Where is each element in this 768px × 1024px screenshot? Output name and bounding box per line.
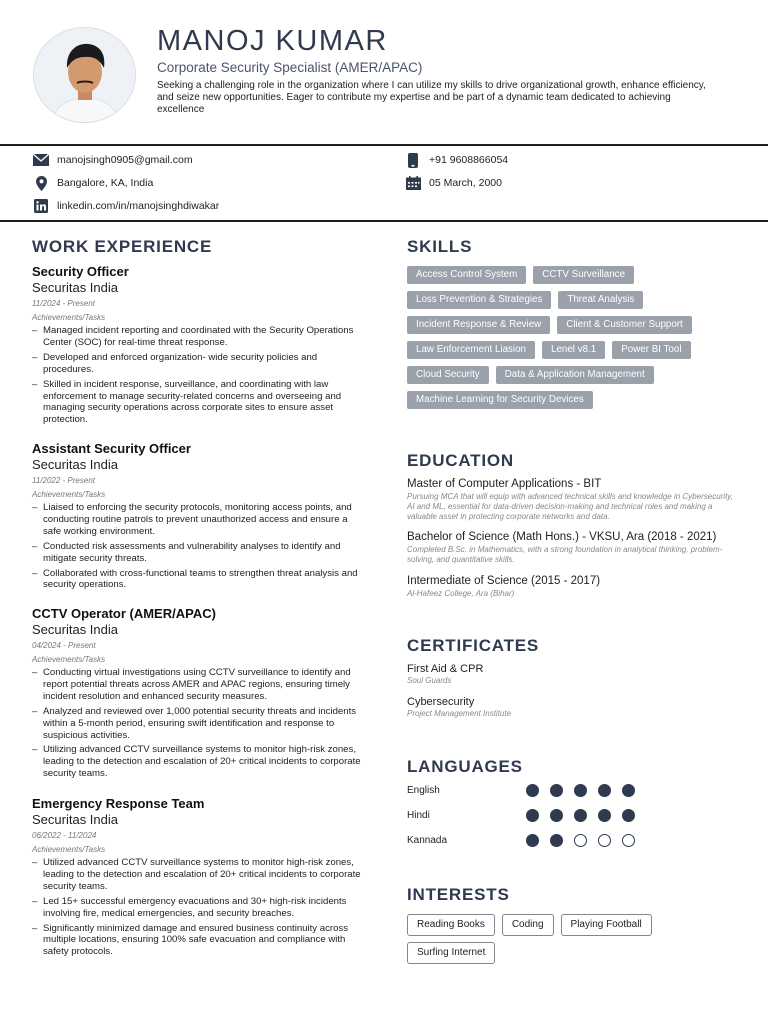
candidate-name: MANOJ KUMAR <box>157 25 388 57</box>
proficiency-dots <box>526 809 646 822</box>
filled-dot-icon <box>526 784 539 797</box>
certificate-title: Cybersecurity <box>407 696 475 708</box>
interest-tag: Surfing Internet <box>407 942 495 964</box>
language-row <box>407 834 647 848</box>
job-company: Securitas India <box>32 812 118 827</box>
calendar-icon <box>405 175 421 191</box>
linkedin-text: linkedin.com/in/manojsinghdiwakar <box>57 200 220 212</box>
work-experience-heading: WORK EXPERIENCE <box>32 237 213 256</box>
degree-description: Al-Hafeez College, Ara (Bihar) <box>407 589 515 598</box>
language-row <box>407 809 647 823</box>
location-text: Bangalore, KA, India <box>57 177 154 189</box>
education-entry <box>407 574 742 599</box>
certificate-entry <box>407 695 511 719</box>
skill-tag: Law Enforcement Liasion <box>407 341 535 359</box>
filled-dot-icon <box>598 809 611 822</box>
empty-dot-icon <box>598 834 611 847</box>
job-bullet: – Led 15+ successful emergency evacuations and 30+ high-risk incidents involving fire, medical emergencies, and security breaches. <box>32 896 362 920</box>
filled-dot-icon <box>622 809 635 822</box>
candidate-role: Corporate Security Specialist (AMER/APAC) <box>157 60 423 75</box>
language-name: Kannada <box>407 835 448 846</box>
contact-email[interactable] <box>33 152 193 168</box>
skill-tag: Data & Application Management <box>496 366 654 384</box>
filled-dot-icon <box>574 784 587 797</box>
resume-header <box>0 0 768 145</box>
interest-tag: Playing Football <box>561 914 652 936</box>
education-heading: EDUCATION <box>407 451 514 470</box>
filled-dot-icon <box>550 834 563 847</box>
certificate-entry <box>407 662 483 686</box>
empty-dot-icon <box>622 834 635 847</box>
empty-dot-icon <box>574 834 587 847</box>
skills-heading: SKILLS <box>407 237 473 256</box>
job-subheading: Achievements/Tasks <box>32 845 106 854</box>
job-entry <box>32 606 362 783</box>
skill-tag: CCTV Surveillance <box>533 266 634 284</box>
job-title: CCTV Operator (AMER/APAC) <box>32 606 216 621</box>
interest-tag: Coding <box>502 914 554 936</box>
job-date: 11/2022 - Present <box>32 476 96 485</box>
certificates-heading: CERTIFICATES <box>407 636 540 655</box>
degree-title: Bachelor of Science (Math Hons.) - VKSU, Ara (2018 - 2021) <box>407 531 717 543</box>
job-subheading: Achievements/Tasks <box>32 313 106 322</box>
job-bullet: – Conducted risk assessments and vulnerability analyses to identify and mitigate security threats. <box>32 541 362 565</box>
interests-heading: INTERESTS <box>407 885 510 904</box>
job-bullets <box>32 502 362 591</box>
proficiency-dots <box>526 784 646 797</box>
job-title: Security Officer <box>32 264 129 279</box>
phone-text: +91 9608866054 <box>429 154 509 166</box>
proficiency-dots <box>526 834 646 847</box>
phone-icon <box>405 152 421 168</box>
filled-dot-icon <box>550 784 563 797</box>
contact-divider <box>0 220 768 222</box>
job-bullets <box>32 325 362 426</box>
job-bullet: – Managed incident reporting and coordinated with the Security Operations Center (SOC) for real-time threat response. <box>32 325 362 349</box>
profile-photo <box>33 27 136 123</box>
skill-tag: Lenel v8.1 <box>542 341 605 359</box>
skill-tag: Access Control System <box>407 266 526 284</box>
job-date: 04/2024 - Present <box>32 641 96 650</box>
linkedin-icon <box>33 198 49 214</box>
interests-list <box>407 914 727 964</box>
interest-tag: Reading Books <box>407 914 495 936</box>
languages-heading: LANGUAGES <box>407 757 523 776</box>
filled-dot-icon <box>526 809 539 822</box>
filled-dot-icon <box>598 784 611 797</box>
job-bullet: – Conducting virtual investigations using CCTV surveillance to identify and report potential threats across AMER and APAC regions, ensuring timely incident resolution and enhanced security measures. <box>32 667 362 703</box>
skill-tag: Loss Prevention & Strategies <box>407 291 551 309</box>
certificate-title: First Aid & CPR <box>407 663 484 675</box>
skills-list <box>407 266 737 409</box>
summary-text: Seeking a challenging role in the organization where I can utilize my skills to drive organizational growth, enhance efficiency, and seize new opportunities. Eager to contribute my expertise and be part of a dynamic team dedicated to achieving excellence <box>157 80 706 115</box>
job-bullet: – Skilled in incident response, surveillance, and coordinating with law enforcement to manage security-related concerns and overseeing and managing security operations across corporate sites to ensure asset protection. <box>32 379 362 427</box>
skill-tag: Threat Analysis <box>558 291 643 309</box>
job-subheading: Achievements/Tasks <box>32 490 106 499</box>
job-date: 06/2022 - 11/2024 <box>32 831 97 840</box>
job-entry <box>32 441 362 594</box>
job-bullet: – Developed and enforced organization- wide security policies and procedures. <box>32 352 362 376</box>
filled-dot-icon <box>526 834 539 847</box>
job-entry <box>32 796 362 961</box>
job-company: Securitas India <box>32 280 118 295</box>
skill-tag: Client & Customer Support <box>557 316 692 334</box>
dob-text: 05 March, 2000 <box>429 177 502 189</box>
filled-dot-icon <box>622 784 635 797</box>
email-text: manojsingh0905@gmail.com <box>57 154 193 166</box>
job-bullet: – Utilizing advanced CCTV surveillance systems to monitor high-risk zones, leading to the detection and escalation of 20+ critical incidents to corporate security teams. <box>32 744 362 780</box>
language-row <box>407 784 647 798</box>
education-entry <box>407 530 742 565</box>
job-entry <box>32 264 362 429</box>
job-date: 11/2024 - Present <box>32 299 96 308</box>
education-entry <box>407 477 742 522</box>
job-company: Securitas India <box>32 457 118 472</box>
job-subheading: Achievements/Tasks <box>32 655 106 664</box>
job-title: Emergency Response Team <box>32 796 205 811</box>
job-bullets <box>32 857 362 958</box>
skill-tag: Power BI Tool <box>612 341 690 359</box>
job-bullet: – Liaised to enforcing the security protocols, monitoring access points, and conducting routine patrols to prevent unauthorized access and ensure a safe working environment. <box>32 502 362 538</box>
job-bullet: – Analyzed and reviewed over 1,000 potential security threats and incidents within a 5-month period, ensuring swift identification and response to suspicious activities. <box>32 706 362 742</box>
certificate-issuer: Project Management Institute <box>407 709 512 718</box>
job-company: Securitas India <box>32 622 118 637</box>
contact-location <box>33 175 153 191</box>
skill-tag: Cloud Security <box>407 366 489 384</box>
language-name: Hindi <box>407 810 430 821</box>
degree-title: Intermediate of Science (2015 - 2017) <box>407 575 601 587</box>
job-bullet: – Significantly minimized damage and ensured business continuity across multiple locations, ensuring 100% safe evacuation and compliance with safety protocols. <box>32 923 362 959</box>
skill-tag: Incident Response & Review <box>407 316 550 334</box>
contact-linkedin[interactable] <box>33 198 219 214</box>
header-divider <box>0 144 768 146</box>
degree-description: Completed B.Sc. in Mathematics, with a strong foundation in analytical thinking, problem-solving, and quantitative skills. <box>407 545 723 564</box>
contact-dob <box>405 175 502 191</box>
degree-title: Master of Computer Applications - BIT <box>407 478 602 490</box>
filled-dot-icon <box>550 809 563 822</box>
certificate-issuer: Soul Guards <box>407 676 452 685</box>
contact-phone[interactable] <box>405 152 508 168</box>
location-pin-icon <box>33 175 49 191</box>
job-bullet: – Collaborated with cross-functional teams to strengthen threat analysis and security operations. <box>32 568 362 592</box>
filled-dot-icon <box>574 809 587 822</box>
degree-description: Pursuing MCA that will equip with advanced technical skills and knowledge in Cybersecurity, AI and ML, essential for data-driven decision-making and technical roles and making a valuable asset in protecting corporate networks and data. <box>407 492 733 521</box>
envelope-icon <box>33 152 49 168</box>
language-name: English <box>407 785 440 796</box>
skill-tag: Machine Learning for Security Devices <box>407 391 593 409</box>
job-bullets <box>32 667 362 780</box>
job-title: Assistant Security Officer <box>32 441 191 456</box>
job-bullet: – Utilized advanced CCTV surveillance systems to monitor high-risk zones, leading to the detection and escalation of 20+ critical incidents to corporate security teams. <box>32 857 362 893</box>
